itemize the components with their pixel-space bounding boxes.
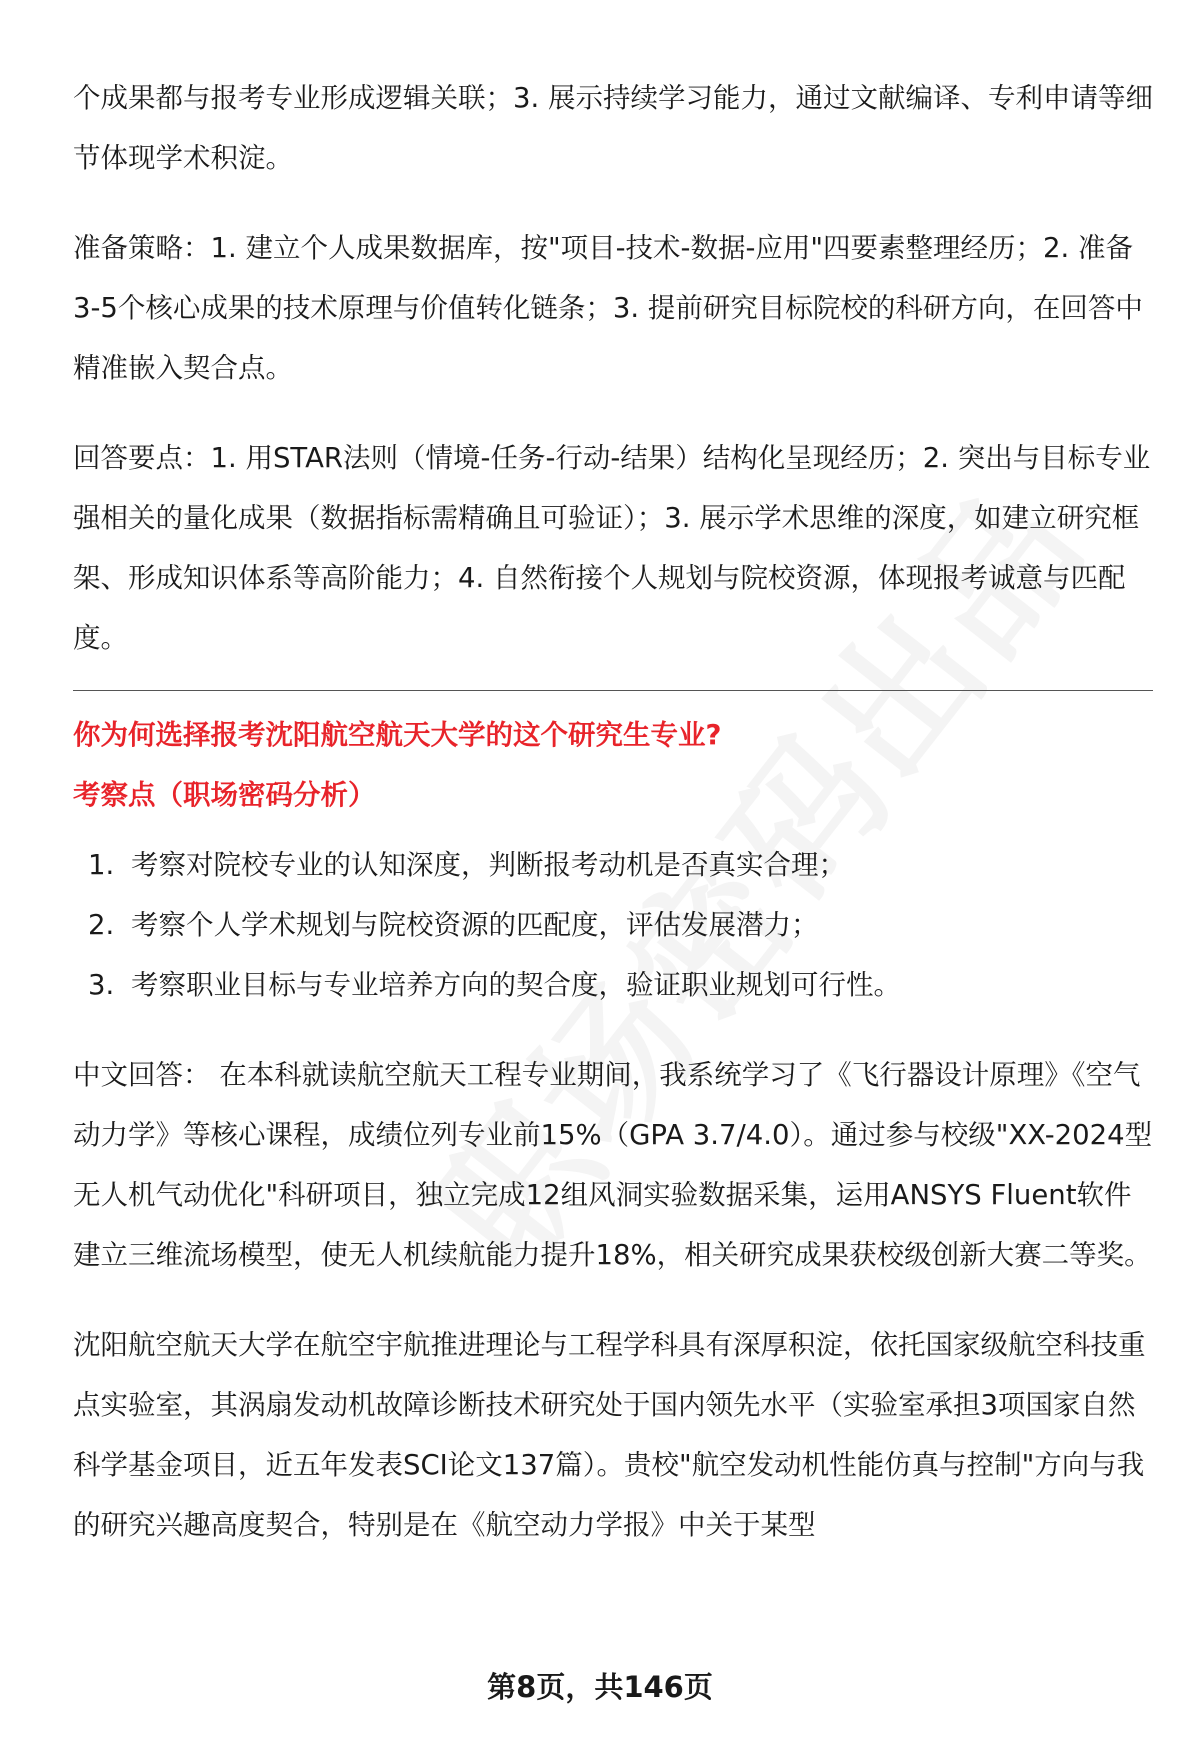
paragraph-university-intro: 沈阳航空航天大学在航空宇航推进理论与工程学科具有深厚积淀，依托国家级航空科技重点实验室，其涡扇发动机故障诊断技术研究处于国内领先水平（实验室承担3项国家自然科学基金项目，近五年发表SCI论文137篇）。贵校"航空发动机性能仿真与控制"方向与我的研究兴趣高度契合，特别是在《航空动力学报》中关于某型 (73, 1329, 1146, 1541)
list-item: 1. 考察对院校专业的认知深度，判断报考动机是否真实合理； (123, 835, 1153, 895)
paragraph-continued: 个成果都与报考专业形成逻辑关联；3. 展示持续学习能力，通过文献编译、专利申请等细节体现学术积淀。 (73, 82, 1153, 174)
list-item: 2. 考察个人学术规划与院校资源的匹配度，评估发展潜力； (123, 895, 1153, 955)
page-content (73, 68, 1153, 1585)
paragraph-answer-points: 回答要点：1. 用STAR法则（情境-任务-行动-结果）结构化呈现经历；2. 突出与目标专业强相关的量化成果（数据指标需精确且可验证）；3. 展示学术思维的深度，如建立研究框架、形成知识体系等高阶能力；4. 自然衔接个人规划与院校资源，体现报考诚意与匹配度。 (73, 442, 1151, 654)
paragraph-preparation-strategy: 准备策略：1. 建立个人成果数据库，按"项目-技术-数据-应用"四要素整理经历；2. 准备3-5个核心成果的技术原理与价值转化链条；3. 提前研究目标院校的科研方向，在回答中精准嵌入契合点。 (73, 232, 1143, 384)
section-divider (73, 690, 1153, 691)
page-number-footer: 第8页，共146页 (487, 1670, 713, 1704)
assessment-subheading: 考察点（职场密码分析） (73, 779, 376, 811)
question-heading: 你为何选择报考沈阳航空航天大学的这个研究生专业? (73, 719, 722, 751)
assessment-points-list (73, 835, 1153, 1015)
list-item: 3. 考察职业目标与专业培养方向的契合度，验证职业规划可行性。 (123, 955, 1153, 1015)
paragraph-chinese-answer: 中文回答： 在本科就读航空航天工程专业期间，我系统学习了《飞行器设计原理》《空气动力学》等核心课程，成绩位列专业前15%（GPA 3.7/4.0）。通过参与校级"XX-2024型无人机气动优化"科研项目，独立完成12组风洞实验数据采集，运用ANSYS Fluent软件建立三维流场模型，使无人机续航能力提升18%，相关研究成果获校级创新大赛二等奖。 (73, 1059, 1153, 1271)
